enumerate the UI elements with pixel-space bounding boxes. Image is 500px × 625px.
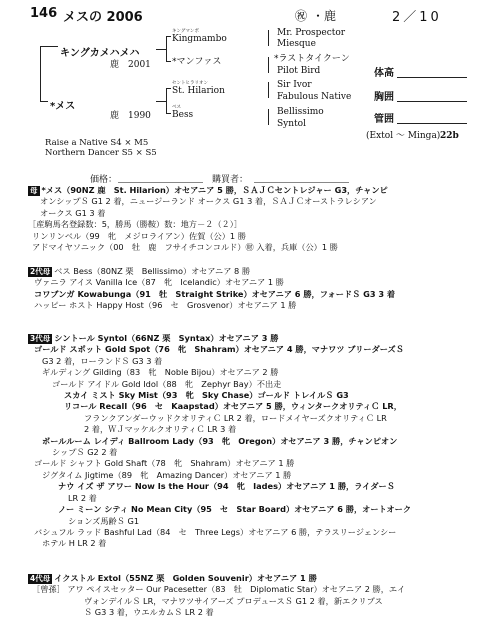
pedigree-dam: *メス: [50, 101, 76, 112]
second-dam-line-4: ハッピー ホスト Happy Host（96 セ Grosvenor）オセアニア 1 勝: [34, 300, 297, 311]
dd-ruby: ベス: [172, 105, 181, 110]
girth-label: 胸囲: [374, 92, 394, 103]
third-dam-line-15: LR 2 着: [68, 492, 97, 503]
fourth-dam-line-4: Ｓ G3 3 着，ウエルカムＳ LR 2 着: [84, 607, 214, 618]
third-dam-line-5: ゴールド アイドル Gold Idol（88 牝 Zephyr Bay）不出走: [52, 378, 282, 389]
third-dam-section: [28, 333, 411, 550]
third-dam-line-9: 2 着，ＷＪマッケルクオリティＣ LR 3 着: [84, 424, 237, 435]
coat-color: ・鹿: [312, 9, 337, 23]
second-dam-section: [28, 266, 395, 312]
third-dam-line-6: スカイ ミスト Sky Mist（93 牝 Sky Chase）ゴールド トレイルＳ G3: [64, 390, 349, 401]
price-label: 価格：: [90, 175, 118, 185]
pedigree-ssd: Miesque: [277, 39, 316, 49]
fourth-dam-line-2: ［曾孫］ アワ ペイスセッター Our Pacesetter（83 牡 Diplomatic Star）オセアニア 2 勝，エイ: [32, 584, 406, 595]
dam-coat: 鹿: [110, 111, 120, 121]
pedigree-sd: *マンファス: [172, 57, 222, 67]
pedigree-ddd: Syntol: [277, 119, 306, 129]
cannon-label: 管囲: [374, 114, 394, 125]
pedigree-dss: Sir Ivor: [277, 80, 312, 90]
buyer-label: 購買者：: [212, 175, 249, 185]
pedigree-sire: キングカメハメハ: [60, 48, 140, 59]
birth-date: 2／10: [392, 10, 442, 25]
third-dam-line-2: ゴールド スポット Gold Spot（76 牝 Shahram）オセアニア 4 勝，マナワツ ブリーダーズＳ: [34, 344, 404, 355]
dam-line-6: アドマイヤソニック（00 牡 鹿 フサイチコンコルド）㊖ 入着，兵庫（公）1 勝: [32, 242, 338, 253]
dam-section: [28, 185, 388, 253]
second-dam-line-2: ヴァニラ アイス Vanilla Ice（87 牝 Icelandic）オセアニア 1 勝: [34, 277, 284, 288]
third-dam-line-12: ゴールド シャフト Gold Shaft（78 牝 Shahram）オセアニア 1 勝: [34, 458, 295, 469]
third-dam-line-1: シントール Syntol（66NZ 栗 Syntax）オセアニア 3 勝: [54, 333, 279, 343]
dam-badge: 母: [30, 186, 38, 195]
dam-line-1: *メス（90NZ 鹿 St. Hilarion）オセアニア 5 勝，ＳＡＪＣセントレジャー G3，チャンピ: [41, 185, 388, 195]
family-number: 22b: [440, 131, 459, 141]
pedigree-sss: Mr. Prospector: [277, 28, 346, 38]
third-dam-line-11: シップＳ G2 2 着: [52, 447, 118, 458]
family-note: (Extol 〜 Minga): [366, 131, 441, 141]
dam-line-3: オークス G1 3 着: [40, 207, 106, 218]
pedigree-sdd: Pilot Bird: [277, 66, 321, 76]
third-dam-badge: 3代母: [30, 334, 51, 343]
dam-line-4: ［産駒馬名登録数：5，勝馬（勝鞍）数：地方－２（２）］: [28, 219, 242, 230]
third-dam-line-16: ノー ミーン シティ No Mean City（95 セ Star Board）オセアニア 6 勝，オートオーク: [58, 504, 412, 515]
dam-line-5: リンリンベル（99 牝 メジロライアン）佐賀（公）1 勝: [32, 230, 246, 241]
fourth-dam-badge: 4代母: [30, 574, 51, 583]
lot-number: 146: [30, 6, 58, 21]
pedigree-dd: Bess: [172, 110, 194, 120]
inbreeding-line-2: Northern Dancer S5 × S5: [45, 148, 157, 158]
sire-coat: 鹿: [110, 60, 120, 70]
third-dam-line-13: ジグタイム Jigtime（89 牝 Amazing Dancer）オセアニア 1 勝: [42, 469, 292, 480]
second-dam-line-1: ベス Bess（80NZ 栗 Bellissimo）オセアニア 8 勝: [54, 266, 251, 276]
third-dam-line-17: ションズ馬齢Ｓ G1: [68, 515, 140, 526]
third-dam-line-4: ギルディング Gilding（83 牝 Noble Bijou）オセアニア 2 勝: [42, 367, 279, 378]
inbreeding-line-1: Raise a Native S4 × M5: [45, 138, 149, 148]
pedigree-ds: St. Hilarion: [172, 86, 225, 96]
ss-ruby: キングマンボ: [172, 29, 199, 34]
fourth-dam-line-3: ヴォンデイルＳ LR，マナワツサイアーズ プロデュースＳ G1 2 着，新エクリプス: [84, 595, 383, 606]
pedigree-dds: Bellissimo: [277, 107, 324, 117]
third-dam-line-18: バシュフル ラッド Bashful Lad（84 セ Three Legs）オセアニア 6 勝，テラスリージェンシー: [34, 526, 397, 537]
third-dam-line-7: リコール Recall（96 セ Kaapstad）オセアニア 5 勝，ウィンタークオリティＣ LR，: [64, 401, 402, 412]
third-dam-line-3: G3 2 着，ローランドＳ G3 3 着: [42, 355, 163, 366]
pedigree-ss: Kingmambo: [172, 34, 227, 44]
sire-year: 2001: [128, 60, 151, 70]
dam-line-2: オンシップＳ G1 2 着，ニュージーランド オークス G1 3 着，ＳＡＪＣオーストラレシアン: [40, 196, 377, 207]
height-label: 体高: [374, 68, 394, 79]
fourth-dam-section: [28, 573, 405, 619]
third-dam-line-19: ホテル H LR 2 着: [42, 538, 107, 549]
fourth-dam-line-1: イクストル Extol（55NZ 栗 Golden Souvenir）オセアニア 1 勝: [54, 573, 317, 583]
second-dam-line-3: コワブンガ Kowabunga（91 牡 Straight Strike）オセアニア 6 勝，フォードＳ G3 3 着: [34, 288, 396, 299]
second-dam-badge: 2代母: [30, 267, 51, 276]
dam-year: 1990: [128, 111, 151, 121]
third-dam-line-14: ナウ イズ ザ アワー Now Is the Hour（94 牝 Iades）オセアニア 1 勝，ライダーＳ: [58, 481, 395, 492]
pedigree-sds: *ラストタイクーン: [274, 54, 350, 64]
page-title: メスの 2006: [63, 10, 143, 25]
sex-mark: ㊗: [295, 9, 308, 23]
third-dam-line-8: フランクアンダーウッドクオリティＣ LR 2 着，ロードメイヤーズクオリティＣ LR: [84, 412, 387, 423]
ds-ruby: セントヒラリオン: [172, 81, 208, 86]
pedigree-dsd: Fabulous Native: [277, 92, 352, 102]
third-dam-line-10: ボールルーム レイディ Ballroom Lady（93 牝 Oregon）オセアニア 3 勝，チャンピオン: [42, 435, 398, 446]
